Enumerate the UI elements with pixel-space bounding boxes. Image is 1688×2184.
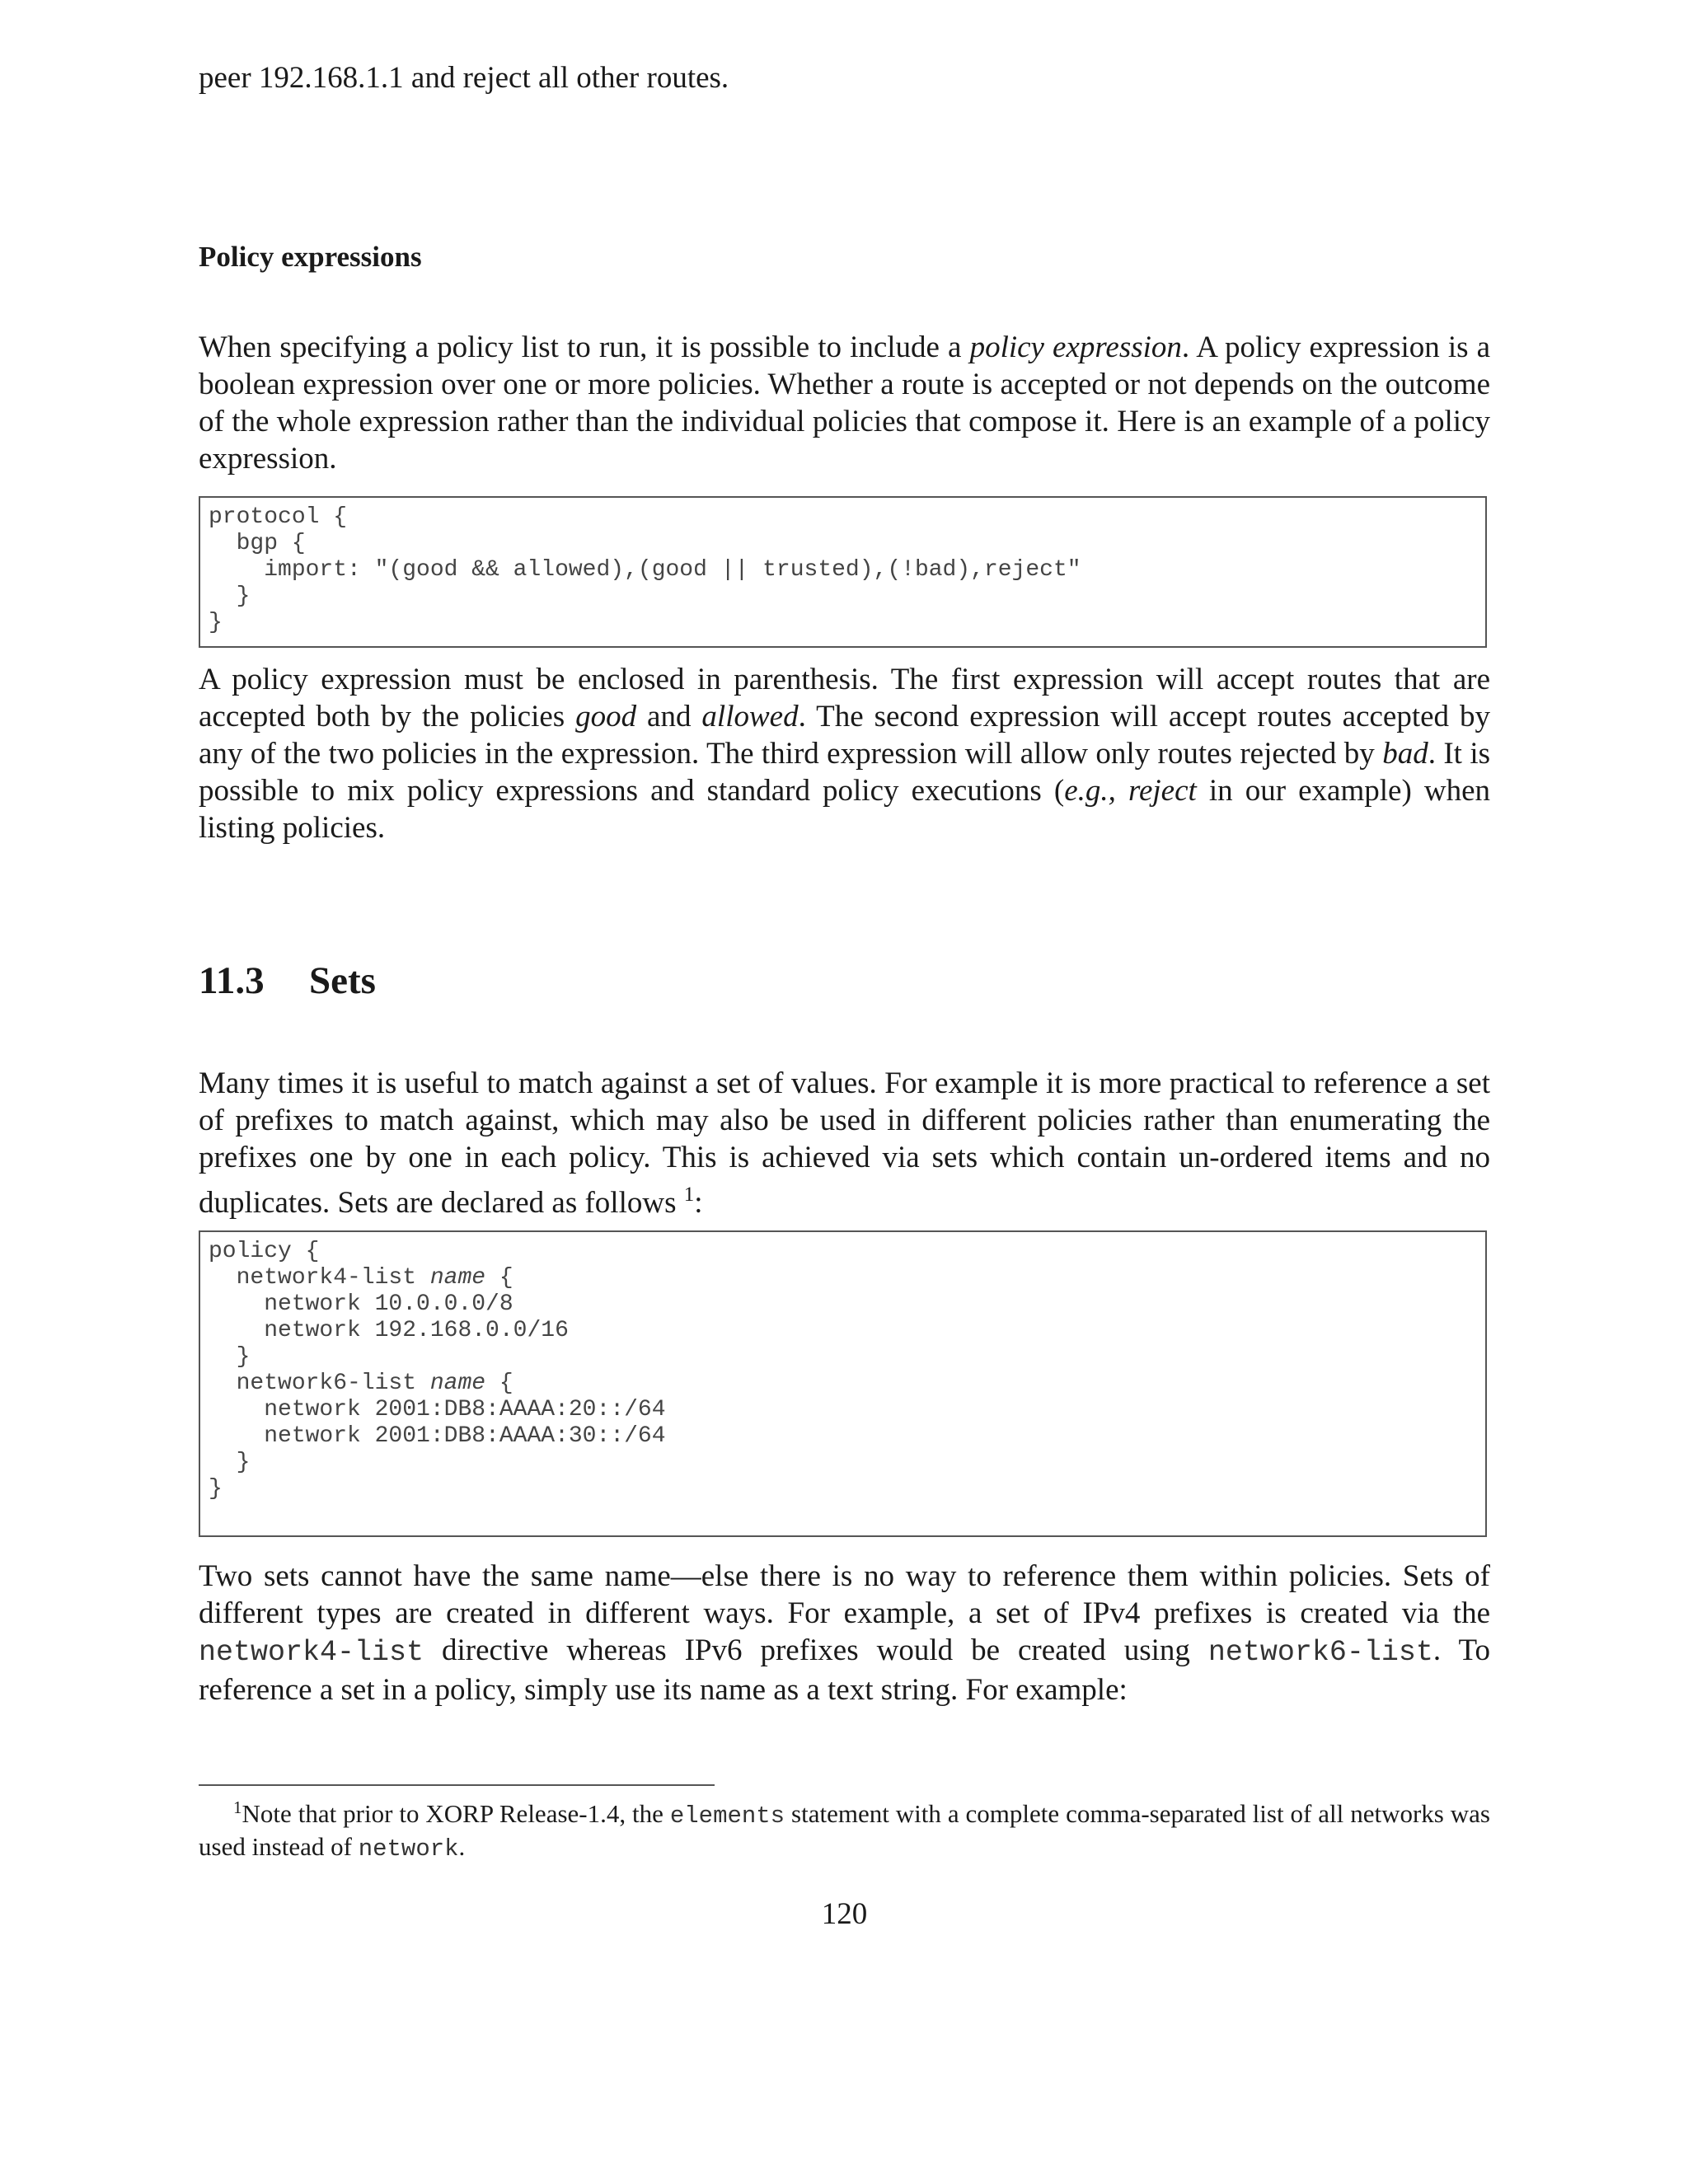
policy-expression-code-block: [199, 496, 1487, 648]
section-heading-sets: [199, 958, 376, 1003]
sets-explanation: Two sets cannot have the same name—else there is no way to reference them within policies. Sets of different types are created in different ways. For example, a set of IPv4 prefixes is created via the network4-list directive whereas IPv6 prefixes would be created using network6-list. To reference a set in a policy, simply use its name as a text string. For example:: [199, 1559, 1490, 1707]
footnote-ref[interactable]: 1: [683, 1183, 695, 1206]
code-line: network 2001:DB8:AAAA:20::/64: [209, 1397, 666, 1422]
code-line: policy {: [209, 1239, 320, 1264]
sets-code-block: [199, 1230, 1487, 1537]
code-line: network4-list name {: [209, 1265, 513, 1291]
code-line: }: [209, 583, 251, 609]
page-number: 120: [821, 1897, 868, 1931]
code-line: network 2001:DB8:AAAA:30::/64: [209, 1423, 666, 1449]
footnote: $^1$Note that prior to XORP Release-1.4, the elements statement with a complete comma-separated list of all networks was used instead of network.: [199, 1797, 1490, 1863]
code-line: network6-list name {: [209, 1371, 513, 1396]
policy-expressions-intro: When specifying a policy list to run, it is possible to include a policy expression. A policy expression is a boolean expression over one or more policies. Whether a route is accepted or not depends on the outcome of the whole expression rather than the individual policies that compose it. Here is an example of a policy expression.: [199, 330, 1491, 476]
code-line: }: [209, 610, 223, 635]
code-line: }: [209, 1450, 251, 1475]
footnote-divider: [199, 1784, 715, 1786]
code-line: import: "(good && allowed),(good || trusted),(!bad),reject": [209, 557, 1081, 583]
section-number: 11.3: [199, 959, 265, 1002]
code-line: }: [209, 1476, 223, 1502]
policy-expressions-explanation: A policy expression must be enclosed in parenthesis. The first expression will accept routes that are accepted both by the policies good and allowed. The second expression will accept routes accepted by any of the two policies in the expression. The third expression will allow only routes rejected by bad. It is possible to mix policy expressions and standard policy executions (e.g., reject in our example) when listing policies.: [199, 663, 1491, 845]
document-page: [199, 0, 1490, 2184]
section-title: Sets: [309, 959, 376, 1002]
code-line: }: [209, 1344, 251, 1370]
footnote-mark: 1: [233, 1797, 242, 1817]
continuation-paragraph: peer 192.168.1.1 and reject all other routes.: [199, 61, 729, 95]
code-line: network 10.0.0.0/8: [209, 1291, 513, 1317]
code-line: protocol {: [209, 504, 348, 530]
code-line: network 192.168.0.0/16: [209, 1318, 569, 1343]
policy-expressions-heading: Policy expressions: [199, 241, 422, 273]
sets-intro: Many times it is useful to match against a set of values. For example it is more practical to reference a set of prefixes to match against, which may also be used in different policies rather than enumerating the prefixes one by one in each policy. This is achieved via sets which contain un-ordered items and no duplicates. Sets are declared as follows $^1$:: [199, 1066, 1490, 1220]
code-line: bgp {: [209, 531, 306, 556]
